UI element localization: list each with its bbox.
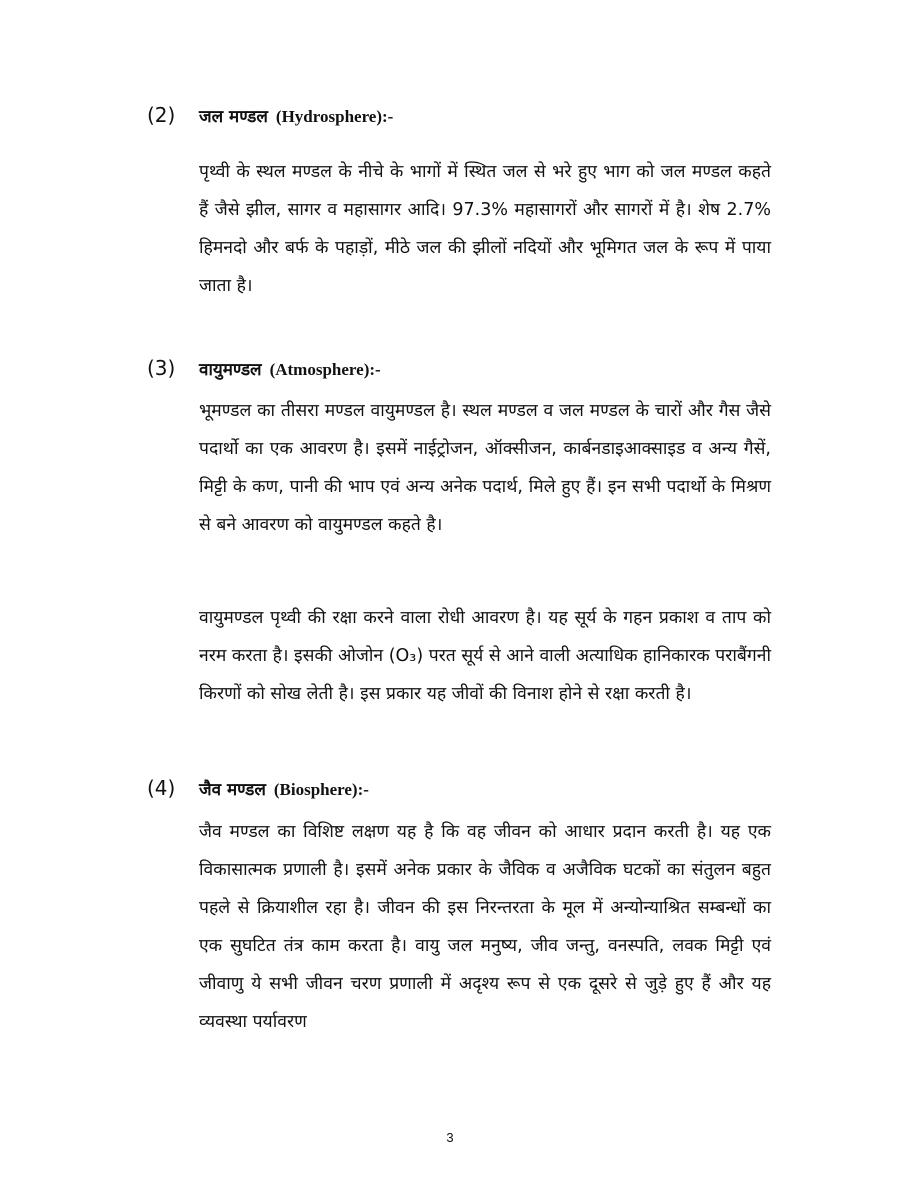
paragraph-atmosphere-2: वायुमण्डल पृथ्वी की रक्षा करने वाला रोधी आवरण है। यह सूर्य के गहन प्रकाश व ताप को नरम करता है। इसकी ओजोन (O₃) परत सूर्य से आने वाली अत्याधिक हानिकारक पराबैंगनी किरणों को सोख लेती है। इस प्रकार यह जीवों की विनाश होने से रक्षा करती है। [199, 608, 772, 704]
section-number: (2) [147, 103, 176, 127]
section-title: वायुमण्डल [199, 360, 262, 380]
section-title: जल मण्डल [199, 107, 268, 127]
section-english-title: (Hydrosphere):- [275, 107, 394, 126]
section-english-title: (Biosphere):- [273, 780, 369, 799]
section-number: (4) [147, 776, 176, 800]
paragraph-atmosphere-1: भूमण्डल का तीसरा मण्डल वायुमण्डल है। स्थल मण्डल व जल मण्डल के चारों और गैस जैसे पदार्थो का एक आवरण है। इसमें नाईट्रोजन, ऑक्सीजन, कार्बनडाइआक्साइड व अन्य गैसें, मिट्टी के कण, पानी की भाप एवं अन्य अनेक पदार्थ, मिले हुए हैं। इन सभी पदार्थो के मिश्रण से बने आवरण को वायुमण्डल कहते है। [199, 401, 771, 535]
page-number: 3 [446, 1130, 454, 1145]
paragraph-hydrosphere: पृथ्वी के स्थल मण्डल के नीचे के भागों में स्थित जल से भरे हुए भाग को जल मण्डल कहते हैं जैसे झील, सागर व महासागर आदि। 97.3% महासागरों और सागरों में है। शेष 2.7% हिमनदो और बर्फ के पहाड़ों, मीठे जल की झीलों नदियों और भूमिगत जल के रूप में पाया जाता है। [199, 162, 771, 296]
section-title: जैव मण्डल [199, 780, 266, 800]
section-number: (3) [147, 356, 176, 380]
paragraph-biosphere: जैव मण्डल का विशिष्ट लक्षण यह है कि वह जीवन को आधार प्रदान करती है। यह एक विकासात्मक प्रणाली है। इसमें अनेक प्रकार के जैविक व अजैविक घटकों का संतुलन बहुत पहले से क्रियाशील रहा है। जीवन की इस निरन्तरता के मूल में अन्योन्याश्रित सम्बन्धों का एक सुघटित तंत्र काम करता है। वायु जल मनुष्य, जीव जन्तु, वनस्पति, लवक मिट्टी एवं जीवाणु ये सभी जीवन चरण प्रणाली में अदृश्य रूप से एक दूसरे से जुड़े हुए हैं और यह व्यवस्था पर्यावरण [199, 822, 771, 1032]
section-english-title: (Atmosphere):- [269, 360, 381, 379]
section-heading-biosphere [147, 776, 369, 800]
section-heading-hydrosphere [147, 103, 393, 127]
section-heading-atmosphere [147, 356, 381, 380]
